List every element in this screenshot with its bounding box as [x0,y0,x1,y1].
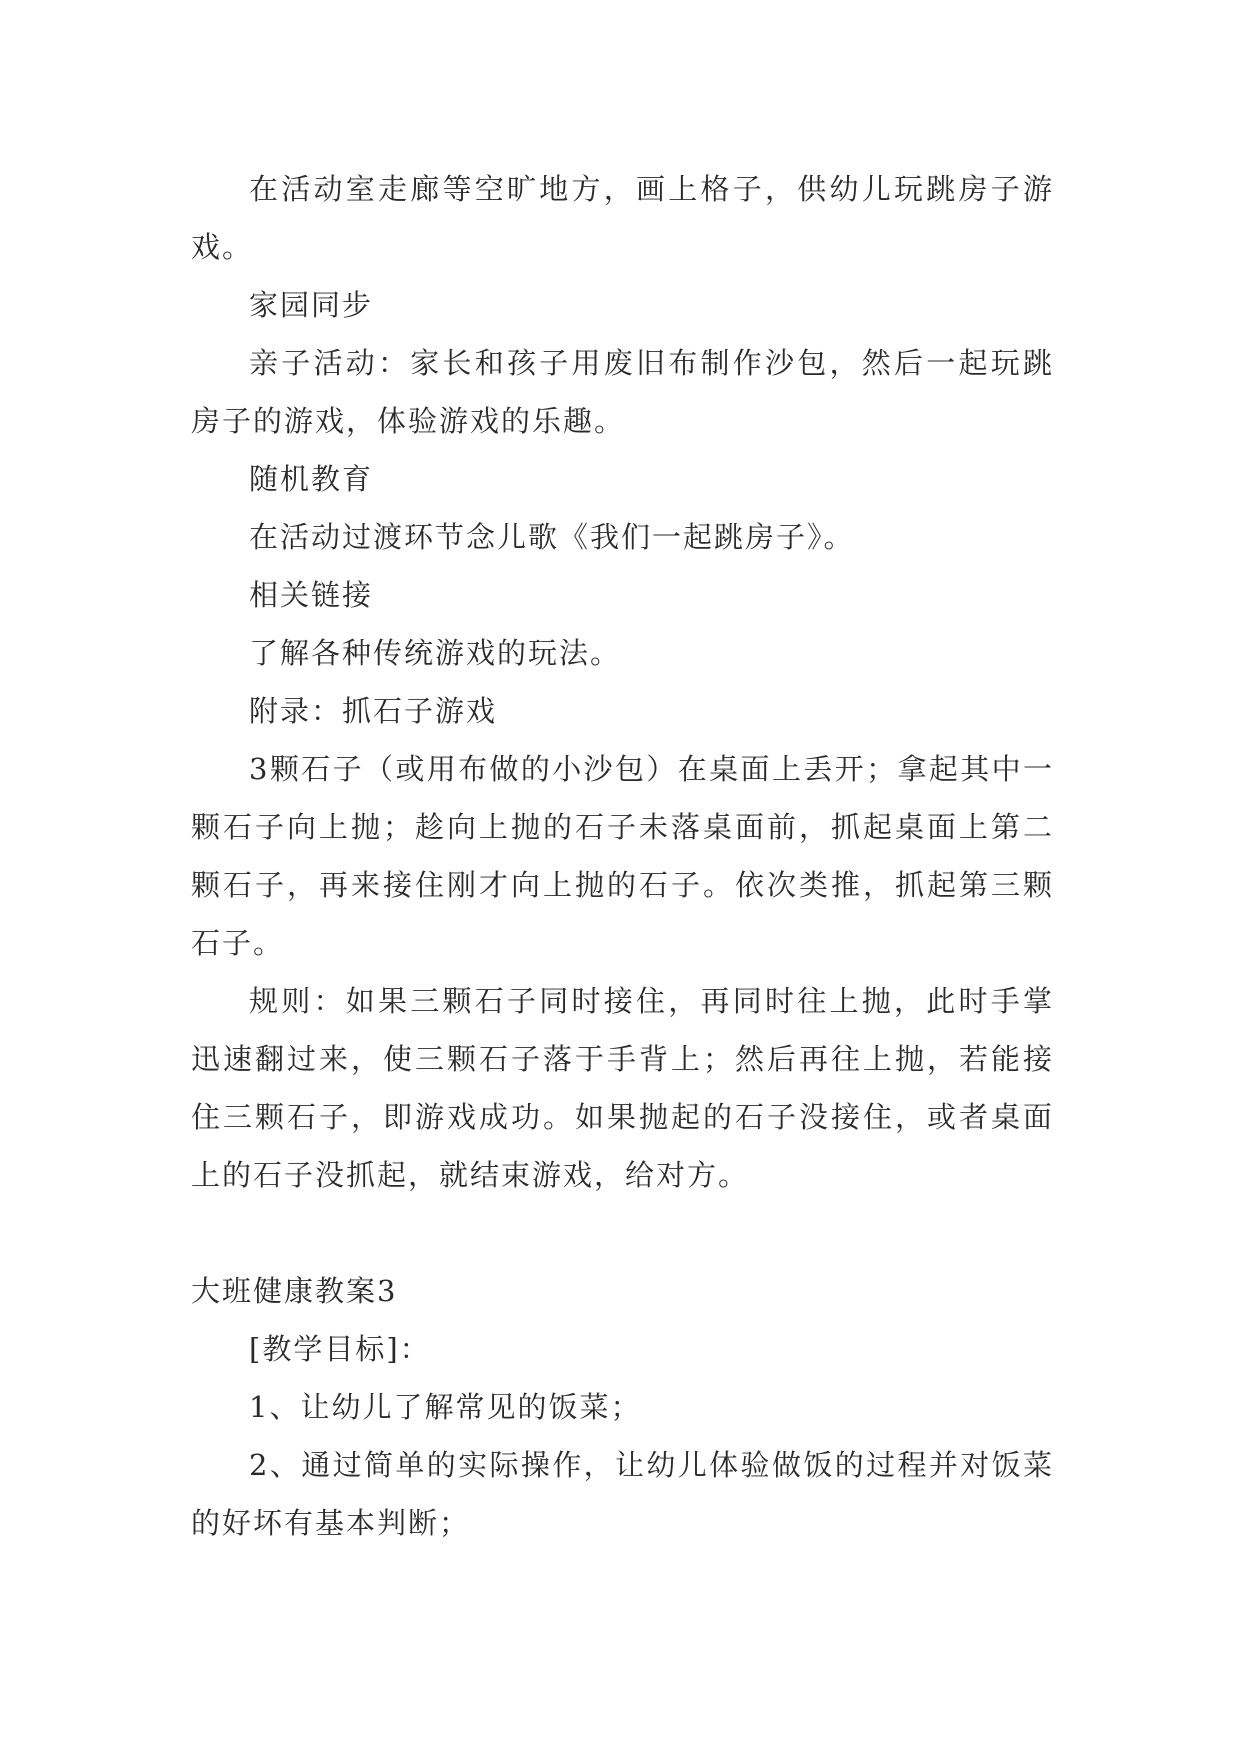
section-title: 大班健康教案3 [191,1274,398,1308]
paragraph-parent-child-activity: 亲子活动：家长和孩子用废旧布制作沙包，然后一起玩跳房子的游戏，体验游戏的乐趣。 [191,346,1054,438]
paragraph-goal-2: 2、通过简单的实际操作，让幼儿体验做饭的过程并对饭菜的好坏有基本判断； [191,1448,1054,1540]
paragraph-stone-game-steps: 3颗石子（或用布做的小沙包）在桌面上丢开；拿起其中一颗石子向上抛；趁向上抛的石子未落桌面前，抓起桌面上第二颗石子，再来接住刚才向上抛的石子。依次类推，抓起第三颗石子。 [191,752,1054,960]
heading-random-education: 随机教育 [249,462,374,496]
paragraph-nursery-rhyme: 在活动过渡环节念儿歌《我们一起跳房子》。 [249,520,855,554]
paragraph-stone-game-rules: 规则：如果三颗石子同时接住，再同时往上抛，此时手掌迅速翻过来，使三颗石子落于手背上；然后再往上抛，若能接住三颗石子，即游戏成功。如果抛起的石子没接住，或者桌面上的石子没抓起，就结束游戏，给对方。 [191,984,1054,1192]
heading-home-school-sync: 家园同步 [249,288,374,322]
paragraph-hopscotch-setup: 在活动室走廊等空旷地方，画上格子，供幼儿玩跳房子游戏。 [191,172,1054,264]
paragraph-traditional-games: 了解各种传统游戏的玩法。 [249,636,622,670]
heading-appendix: 附录：抓石子游戏 [249,694,498,728]
heading-teaching-goals: [教学目标]： [249,1332,431,1366]
paragraph-goal-1: 1、让幼儿了解常见的饭菜； [249,1390,642,1424]
document-body [191,160,1054,1552]
heading-related-links: 相关链接 [249,578,374,612]
